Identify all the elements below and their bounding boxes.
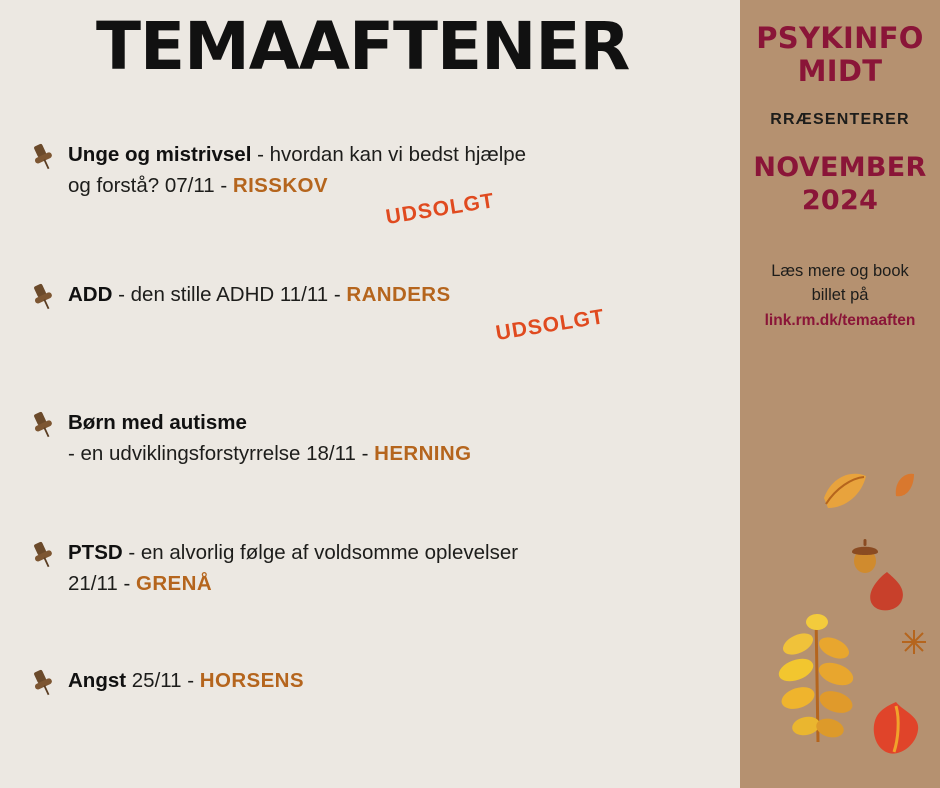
event-place: RISSKOV [232, 174, 328, 197]
acorn-icon [848, 538, 882, 574]
event-title: ADD [68, 283, 113, 306]
event-line-2 [68, 171, 740, 201]
list-item[interactable] [0, 280, 740, 408]
event-line-1 [68, 408, 740, 438]
brand-line-2: MIDT [797, 54, 883, 89]
poster-sidebar [740, 0, 940, 788]
leaf-icon [892, 470, 918, 500]
event-desc-2: - en udviklingsforstyrrelse 18/11 - [68, 442, 375, 465]
leaf-icon [868, 700, 924, 760]
event-desc-1: - en alvorlig følge af voldsomme oplevelser [122, 541, 519, 564]
list-item[interactable] [0, 666, 740, 730]
event-desc-2: 21/11 - [68, 572, 136, 595]
event-place: RANDERS [346, 283, 451, 306]
event-line-2 [68, 439, 740, 469]
event-line-1 [68, 280, 740, 310]
pushpin-icon [28, 668, 58, 698]
event-place: HERNING [374, 442, 472, 465]
event-desc-1: 25/11 - [126, 669, 200, 692]
booking-link[interactable]: link.rm.dk/temaaften [764, 312, 916, 330]
event-desc-1: - den stille ADHD 11/11 - [112, 283, 347, 306]
event-list [0, 140, 740, 730]
pushpin-icon [28, 142, 58, 172]
star-seed-icon [900, 628, 928, 656]
status-badge-soldout: UDSOLGT [384, 189, 497, 230]
leaf-icon [866, 570, 908, 614]
event-month [740, 151, 940, 219]
event-title: Angst [68, 669, 127, 692]
pushpin-icon [28, 282, 58, 312]
event-place: HORSENS [199, 669, 304, 692]
event-title: PTSD [68, 541, 123, 564]
event-line-1 [68, 140, 740, 170]
brand-name [740, 22, 940, 89]
year-label: 2024 [801, 185, 879, 217]
event-line-2 [68, 569, 740, 599]
booking-info [740, 260, 940, 332]
month-label: NOVEMBER [753, 151, 927, 183]
brand-line-1: PSYKINFO [756, 21, 924, 55]
event-desc-1: - hvordan kan vi bedst hjælpe [251, 143, 527, 166]
pushpin-icon [28, 540, 58, 570]
pushpin-icon [28, 410, 58, 440]
leaf-icon [768, 608, 864, 748]
page-title: TEMAAFTENER [96, 8, 630, 85]
event-desc-2: og forstå? 07/11 - [68, 174, 233, 197]
presenter-label: RRÆSENTERER [770, 110, 910, 128]
list-item[interactable] [0, 408, 740, 538]
event-title: Børn med autisme [68, 411, 247, 434]
booking-line-1: Læs mere og book [771, 262, 909, 281]
list-item[interactable] [0, 140, 740, 280]
status-badge-soldout: UDSOLGT [494, 305, 607, 346]
event-line-1 [68, 666, 740, 696]
leaf-icon [818, 468, 870, 514]
event-line-1 [68, 538, 740, 568]
list-item[interactable] [0, 538, 740, 666]
event-title: Unge og mistrivsel [68, 143, 252, 166]
event-place: GRENÅ [136, 572, 213, 595]
booking-line-2: billet på [811, 286, 869, 305]
